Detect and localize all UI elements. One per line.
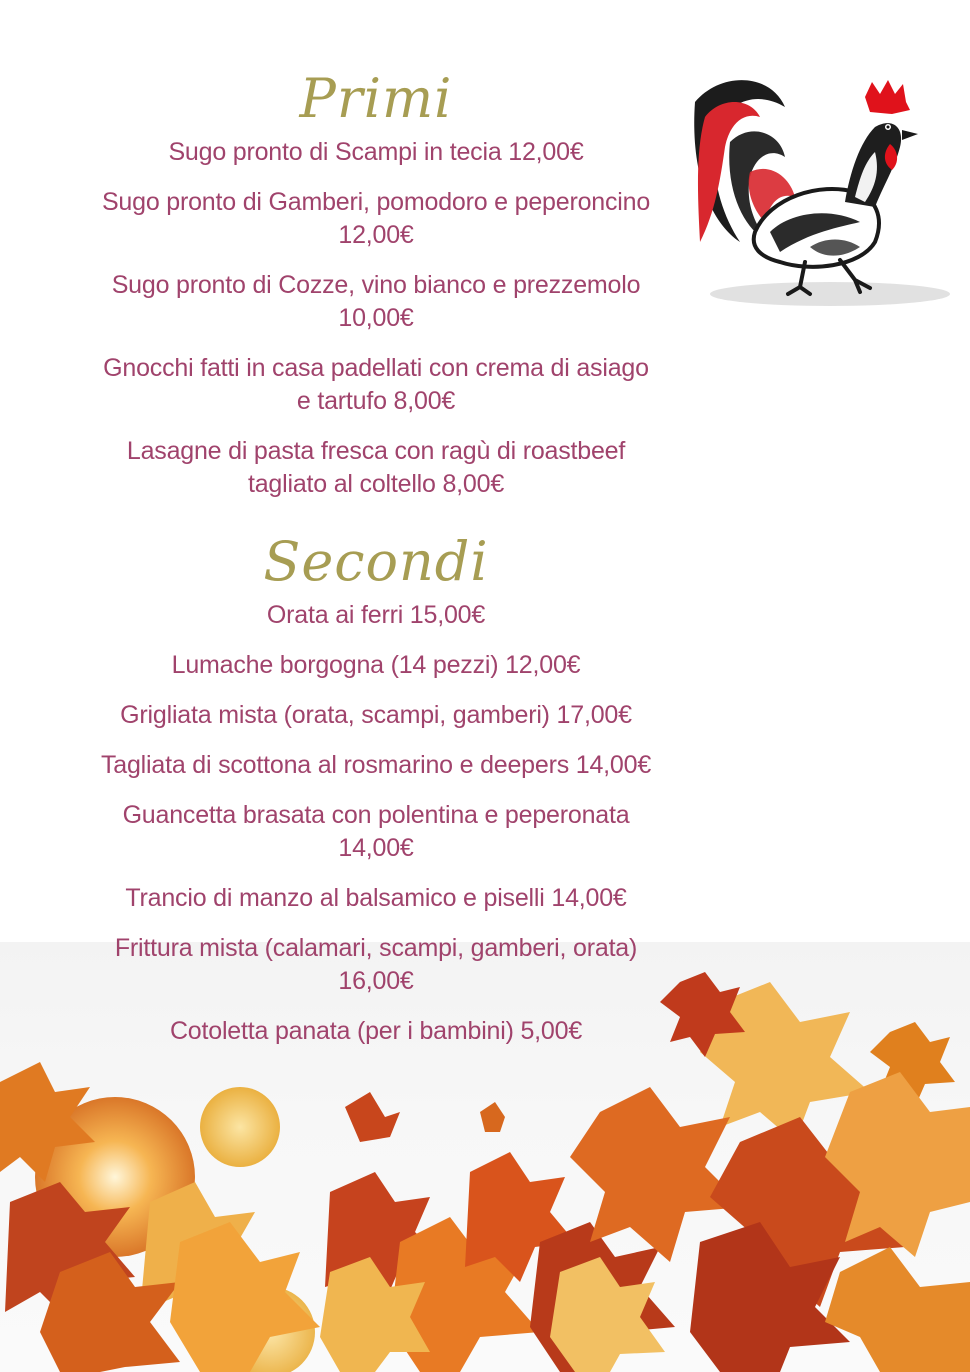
menu-item: Frittura mista (calamari, scampi, gamberi, orata) 16,00€	[114, 934, 638, 995]
menu-item: Sugo pronto di Cozze, vino bianco e prezzemolo 10,00€	[111, 271, 641, 332]
menu-item: Guancetta brasata con polentina e peperonata 14,00€	[122, 801, 630, 862]
menu-item: Sugo pronto di Scampi in tecia 12,00€	[168, 138, 584, 166]
rooster-illustration	[660, 62, 960, 314]
menu-item: Orata ai ferri 15,00€	[266, 601, 486, 629]
menu-item: Tagliata di scottona al rosmarino e deepers 14,00€	[100, 751, 652, 779]
menu-item: Trancio di manzo al balsamico e piselli 14,00€	[125, 884, 627, 912]
menu-item: Lumache borgogna (14 pezzi) 12,00€	[171, 651, 581, 679]
menu-item: Cotoletta panata (per i bambini) 5,00€	[169, 1017, 583, 1045]
secondi-list	[96, 599, 656, 1048]
section-title-primi: Primi	[299, 67, 453, 130]
menu-item: Sugo pronto di Gamberi, pomodoro e peperoncino 12,00€	[101, 188, 651, 249]
menu	[96, 62, 656, 1065]
menu-item: Gnocchi fatti in casa padellati con crema di asiago e tartufo 8,00€	[103, 354, 649, 415]
primi-list	[96, 136, 656, 501]
section-title-secondi: Secondi	[263, 530, 489, 593]
menu-item: Lasagne di pasta fresca con ragù di roastbeef tagliato al coltello 8,00€	[126, 437, 626, 498]
menu-item: Grigliata mista (orata, scampi, gamberi) 17,00€	[120, 701, 632, 729]
